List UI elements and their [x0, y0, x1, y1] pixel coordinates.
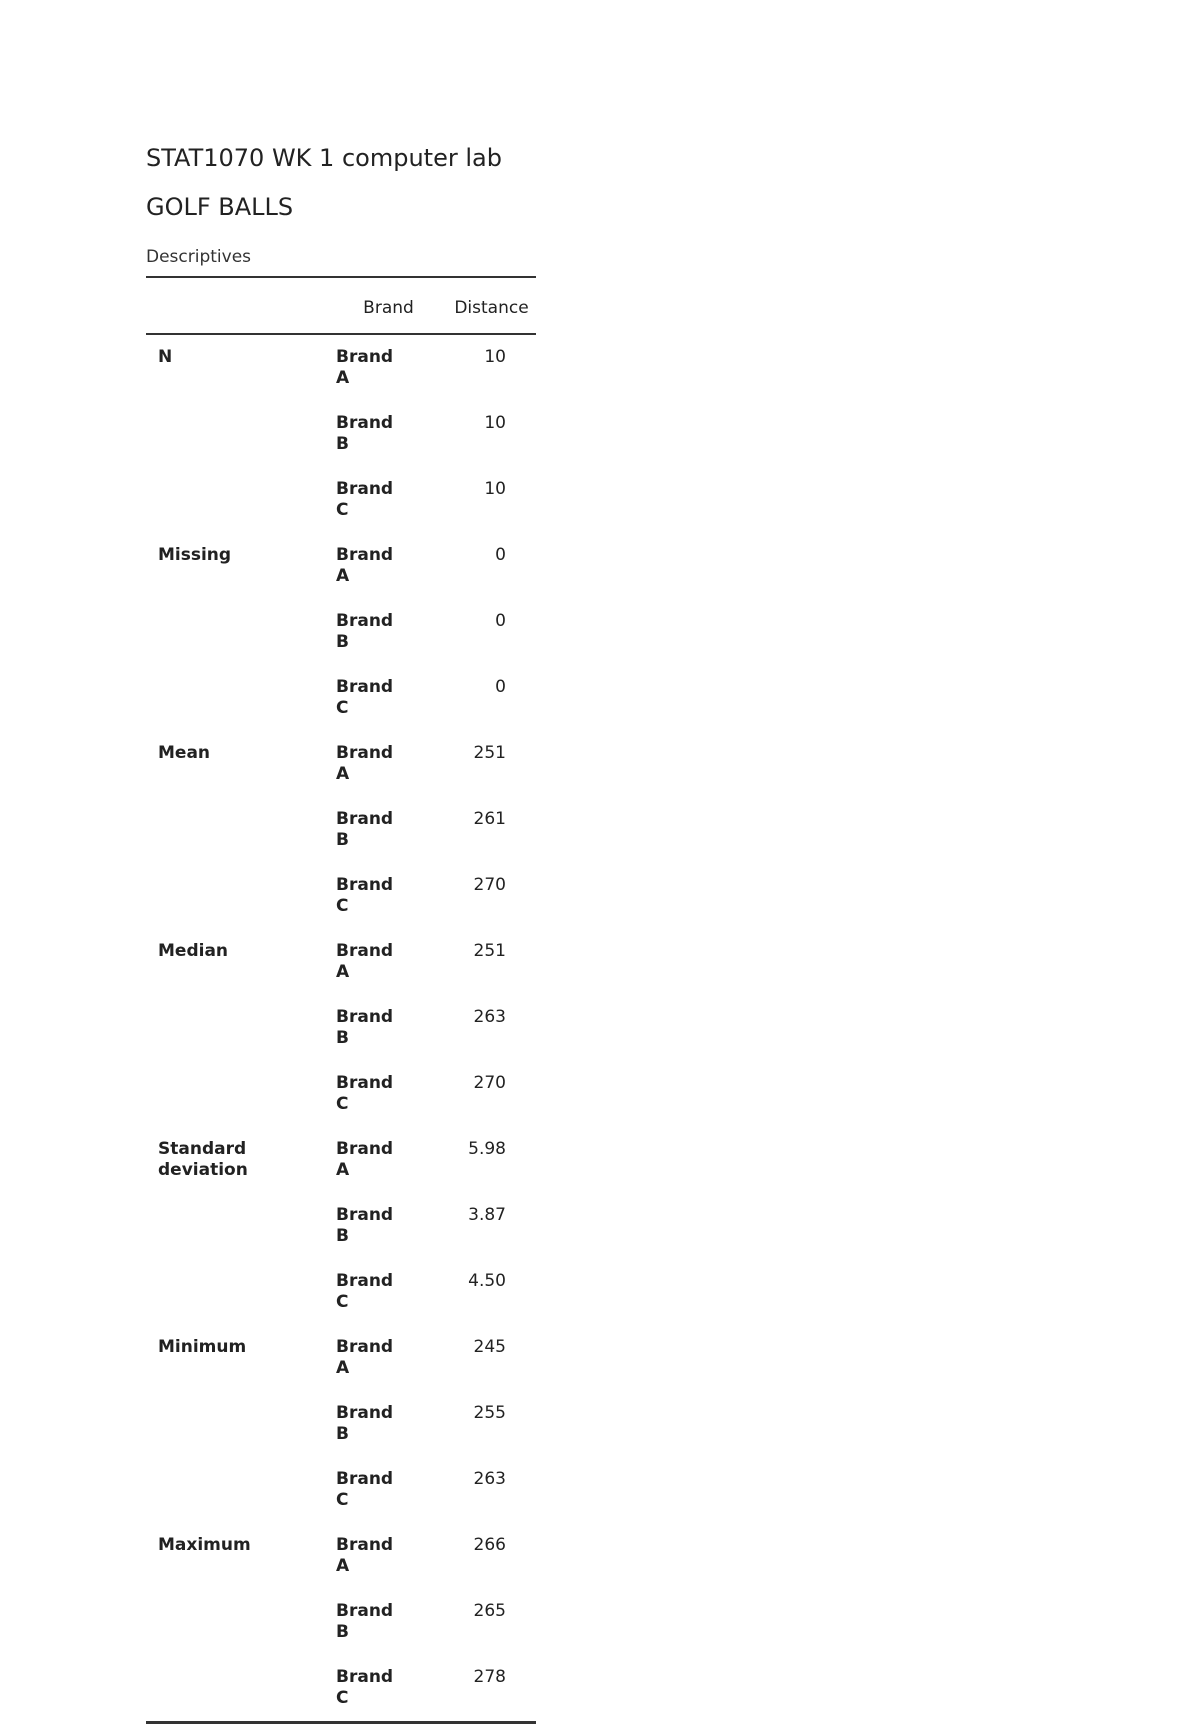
table-row [146, 1523, 536, 1589]
table-row [146, 401, 536, 467]
brand-label-text: Brand B [336, 1007, 394, 1048]
distance-value: 4.50 [468, 1271, 506, 1291]
statistic-label [146, 995, 336, 1061]
distance-value: 263 [473, 1007, 506, 1027]
brand-label [336, 1193, 441, 1259]
document-title: STAT1070 WK 1 computer lab [146, 144, 502, 172]
distance-value: 251 [473, 941, 506, 961]
brand-label [336, 334, 441, 401]
table-row [146, 731, 536, 797]
brand-label [336, 467, 441, 533]
statistic-label: Missing [158, 545, 232, 565]
table-row [146, 467, 536, 533]
brand-label-text: Brand C [336, 1271, 394, 1312]
distance-value: 10 [484, 413, 506, 433]
statistic-label [146, 1391, 336, 1457]
statistic-label: Minimum [158, 1337, 247, 1357]
brand-label-text: Brand A [336, 941, 394, 982]
table-row [146, 1193, 536, 1259]
header-brand: Brand [363, 297, 414, 318]
brand-label [336, 995, 441, 1061]
distance-value: 261 [473, 809, 506, 829]
distance-value: 245 [473, 1337, 506, 1357]
brand-label-text: Brand C [336, 875, 394, 916]
brand-label-text: Brand B [336, 1205, 394, 1246]
brand-label [336, 1457, 441, 1523]
brand-label-text: Brand A [336, 1337, 394, 1378]
brand-label-text: Brand B [336, 809, 394, 850]
table-body [146, 334, 536, 1723]
table-row [146, 797, 536, 863]
statistic-label [146, 665, 336, 731]
distance-value: 5.98 [468, 1139, 506, 1159]
statistic-label: Mean [158, 743, 211, 763]
brand-label-text: Brand A [336, 347, 394, 388]
statistic-label [146, 401, 336, 467]
brand-label-text: Brand B [336, 1601, 394, 1642]
distance-value: 270 [473, 1073, 506, 1093]
table-row [146, 599, 536, 665]
brand-label [336, 1259, 441, 1325]
table-row [146, 1325, 536, 1391]
distance-value: 266 [473, 1535, 506, 1555]
distance-value: 10 [484, 347, 506, 367]
distance-value: 0 [495, 545, 506, 565]
brand-label [336, 1589, 441, 1655]
statistic-label: N [158, 347, 173, 367]
table-row [146, 1589, 536, 1655]
brand-label-text: Brand C [336, 1469, 394, 1510]
table-caption: Descriptives [146, 247, 252, 267]
brand-label-text: Brand B [336, 611, 394, 652]
distance-value: 255 [473, 1403, 506, 1423]
brand-label-text: Brand C [336, 1073, 394, 1114]
statistic-label [146, 1061, 336, 1127]
distance-value: 3.87 [468, 1205, 506, 1225]
statistic-label [146, 1655, 336, 1723]
distance-value: 265 [473, 1601, 506, 1621]
statistic-label: Maximum [158, 1535, 251, 1555]
brand-label-text: Brand A [336, 545, 394, 586]
distance-value: 251 [473, 743, 506, 763]
brand-label-text: Brand B [336, 1403, 394, 1444]
brand-label [336, 863, 441, 929]
table-row [146, 665, 536, 731]
table-row [146, 1391, 536, 1457]
statistic-label [146, 467, 336, 533]
header-row [146, 277, 536, 334]
brand-label [336, 1325, 441, 1391]
brand-label [336, 665, 441, 731]
brand-label-text: Brand C [336, 1667, 394, 1708]
brand-label-text: Brand A [336, 1535, 394, 1576]
table-row [146, 995, 536, 1061]
statistic-label [146, 1259, 336, 1325]
brand-label-text: Brand A [336, 743, 394, 784]
brand-label [336, 797, 441, 863]
distance-value: 0 [495, 677, 506, 697]
table-row [146, 1655, 536, 1723]
brand-label [336, 1523, 441, 1589]
brand-label-text: Brand C [336, 479, 394, 520]
table-row [146, 929, 536, 995]
statistic-label [146, 1457, 336, 1523]
brand-label [336, 929, 441, 995]
header-statistic [146, 277, 336, 334]
descriptives-table-wrapper [146, 276, 536, 1724]
table-row [146, 1259, 536, 1325]
table-row [146, 334, 536, 401]
statistic-label [146, 797, 336, 863]
distance-value: 263 [473, 1469, 506, 1489]
distance-value: 278 [473, 1667, 506, 1687]
brand-label [336, 599, 441, 665]
statistic-label [146, 599, 336, 665]
statistic-label [146, 1193, 336, 1259]
brand-label [336, 533, 441, 599]
brand-label-text: Brand B [336, 413, 394, 454]
descriptives-table [146, 276, 536, 1724]
statistic-label [146, 1589, 336, 1655]
brand-label [336, 1061, 441, 1127]
distance-value: 10 [484, 479, 506, 499]
distance-value: 270 [473, 875, 506, 895]
table-row [146, 1457, 536, 1523]
statistic-label: Standard deviation [158, 1139, 248, 1180]
header-distance: Distance [454, 297, 529, 318]
statistic-label: Median [158, 941, 229, 961]
brand-label-text: Brand C [336, 677, 394, 718]
statistic-label [146, 863, 336, 929]
table-row [146, 1061, 536, 1127]
brand-label [336, 1391, 441, 1457]
brand-label [336, 401, 441, 467]
brand-label [336, 1127, 441, 1193]
table-header [146, 277, 536, 334]
table-row [146, 1127, 536, 1193]
table-row [146, 533, 536, 599]
brand-label [336, 731, 441, 797]
table-row [146, 863, 536, 929]
brand-label-text: Brand A [336, 1139, 394, 1180]
distance-value: 0 [495, 611, 506, 631]
brand-label [336, 1655, 441, 1723]
document-subtitle: GOLF BALLS [146, 193, 294, 221]
